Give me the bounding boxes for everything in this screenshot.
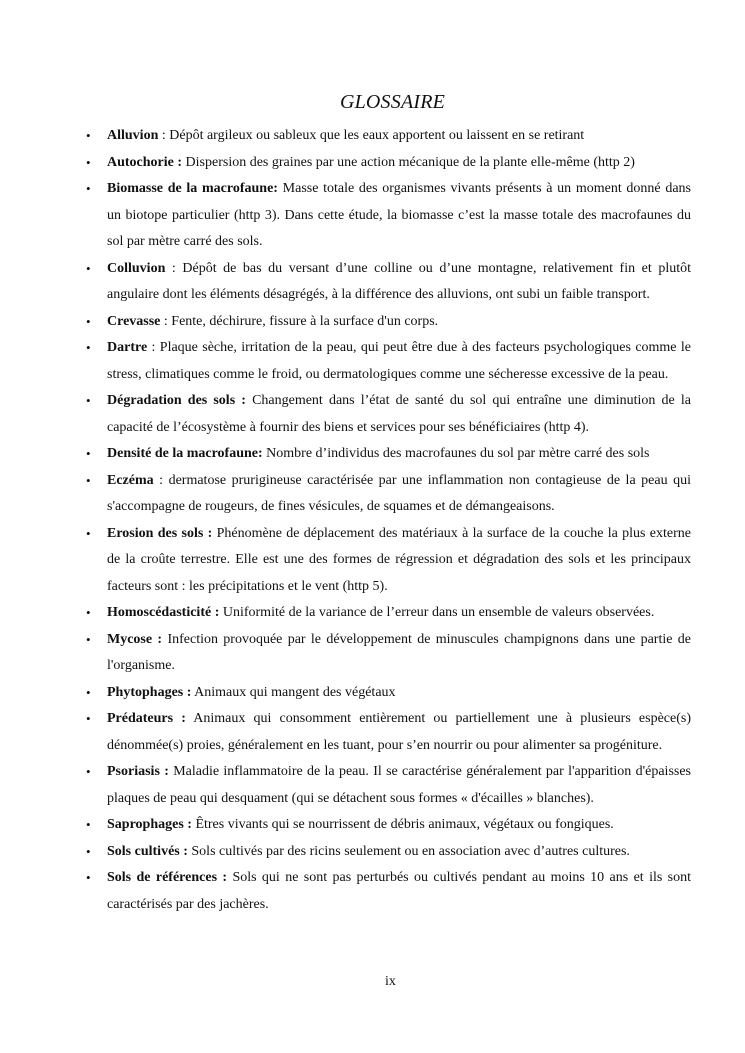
- glossary-term: Sols de références :: [107, 870, 228, 885]
- glossary-term: Dégradation des sols :: [107, 393, 246, 408]
- glossary-term: Eczéma: [107, 472, 154, 488]
- glossary-entry: [86, 123, 691, 150]
- glossary-entry: [86, 256, 691, 309]
- glossary-term: Dartre: [107, 340, 148, 355]
- glossary-entry: [86, 865, 692, 918]
- glossary-term: Biomasse de la macrofaune:: [107, 181, 278, 196]
- glossary-entry: [86, 812, 691, 839]
- bullet-icon: •: [86, 843, 91, 859]
- glossary-definition: Êtres vivants qui se nourrissent de débris animaux, végétaux ou fongiques.: [195, 817, 614, 832]
- bullet-icon: •: [86, 711, 91, 726]
- glossary-entry: [86, 309, 691, 336]
- bullet-icon: •: [86, 817, 91, 832]
- page-title: GLOSSAIRE: [339, 91, 446, 113]
- glossary-definition: Phénomène de déplacement des matériaux à la surface de la couche la plus externe de la croûte terrestre. Elle est une des formes de régression et dégradation des sols et les principaux facteurs sont : les précipitations et le vent (http 5).: [107, 525, 691, 594]
- term-separator: :: [153, 472, 169, 488]
- glossary-definition: Fente, déchirure, fissure à la surface d'un corps.: [171, 313, 439, 329]
- glossary-entry: [86, 441, 691, 468]
- glossary-definition: Masse totale des organismes vivants présents à un moment donné dans un biotope particulier (http 3). Dans cette étude, la biomasse c’est la masse totale des macrofaunes du sol par mètre carré des sols.: [107, 181, 691, 249]
- glossary-term: Autochorie :: [107, 154, 183, 170]
- glossary-term: Prédateurs :: [107, 711, 186, 726]
- glossary-list: [86, 123, 692, 918]
- bullet-icon: •: [86, 181, 91, 196]
- glossary-entry: [86, 521, 691, 601]
- glossary-definition: dermatose prurigineuse caractérisée par une inflammation non contagieuse de la peau qui s'accompagne de rougeurs, de fines vésicules, de squames et de démangeaisons.: [107, 472, 692, 514]
- glossary-definition: Uniformité de la variance de l’erreur dans un ensemble de valeurs observées.: [222, 605, 655, 620]
- glossary-term: Homoscédasticité :: [107, 605, 220, 620]
- bullet-icon: •: [86, 260, 91, 276]
- glossary-definition: Plaque sèche, irritation de la peau, qui peut être due à des facteurs psychologiques comme le stress, climatiques comme le froid, ou dermatologiques comme une sécheresse excessive de la peau.: [107, 340, 691, 382]
- glossary-term: Densité de la macrofaune:: [107, 446, 263, 461]
- bullet-icon: •: [86, 393, 91, 408]
- glossary-definition: Dispersion des graines par une action mécanique de la plante elle-même (http 2): [185, 154, 635, 170]
- glossary-entry: [86, 468, 692, 521]
- glossary-definition: Dépôt de bas du versant d’une colline ou d’une montagne, relativement fin et plutôt angulaire dont les éléments désagrégés, à la différence des alluvions, ont subi un faible transport.: [107, 260, 691, 302]
- bullet-icon: •: [86, 446, 91, 461]
- glossary-entry: [86, 759, 692, 812]
- glossary-entry: [86, 388, 691, 441]
- glossary-definition: Sols qui ne sont pas perturbés ou cultivés pendant au moins 10 ans et ils sont caractérisés par des jachères.: [107, 870, 692, 912]
- term-separator: :: [160, 313, 172, 329]
- glossary-entry: [86, 680, 691, 707]
- glossary-term: Mycose :: [107, 631, 163, 647]
- glossary-definition: Maladie inflammatoire de la peau. Il se caractérise généralement par l'apparition d'épaisses plaques de peau qui desquament (qui se détachent sous formes « d'écailles » blanches).: [107, 764, 692, 806]
- bullet-icon: •: [86, 128, 91, 143]
- glossary-entry: [86, 176, 691, 256]
- bullet-icon: •: [86, 525, 91, 541]
- glossary-term: Erosion des sols :: [107, 525, 213, 541]
- term-separator: :: [158, 128, 170, 143]
- glossary-definition: Animaux qui mangent des végétaux: [194, 684, 396, 700]
- bullet-icon: •: [86, 631, 91, 647]
- bullet-icon: •: [86, 605, 91, 620]
- glossary-term: Psoriasis :: [107, 764, 169, 779]
- glossary-definition: Dépôt argileux ou sableux que les eaux apportent ou laissent en se retirant: [169, 128, 585, 143]
- glossary-entry: [86, 839, 691, 866]
- bullet-icon: •: [86, 764, 91, 779]
- term-separator: :: [165, 260, 183, 276]
- glossary-entry: [86, 150, 691, 177]
- bullet-icon: •: [86, 313, 91, 329]
- page-number: ix: [385, 974, 396, 989]
- glossary-definition: Sols cultivés par des ricins seulement ou en association avec d’autres cultures.: [191, 843, 630, 859]
- glossary-entry: [86, 627, 692, 680]
- term-separator: :: [147, 340, 160, 355]
- glossary-entry: [86, 706, 691, 759]
- glossary-definition: Animaux qui consomment entièrement ou partiellement une à plusieurs espèce(s) dénommée(s) proies, généralement en les tuant, pour s’en nourrir ou pour alimenter sa progéniture.: [107, 711, 691, 753]
- glossary-definition: Nombre d’individus des macrofaunes du sol par mètre carré des sols: [266, 446, 650, 461]
- glossary-definition: Changement dans l’état de santé du sol qui entraîne une diminution de la capacité de l’écosystème à fournir des biens et services pour ses bénéficiaires (http 4).: [107, 393, 691, 435]
- glossary-entry: [86, 335, 691, 388]
- glossary-term: Colluvion: [107, 260, 166, 276]
- glossary-term: Sols cultivés :: [107, 843, 188, 859]
- glossary-term: Crevasse: [107, 313, 161, 329]
- bullet-icon: •: [86, 684, 91, 700]
- bullet-icon: •: [86, 472, 91, 488]
- glossary-term: Saprophages :: [107, 817, 192, 832]
- glossary-definition: Infection provoquée par le développement de minuscules champignons dans une partie de l'organisme.: [107, 631, 692, 673]
- glossary-term: Alluvion: [107, 128, 159, 143]
- bullet-icon: •: [86, 340, 91, 355]
- glossary-entry: [86, 600, 691, 627]
- glossary-term: Phytophages :: [107, 684, 192, 700]
- bullet-icon: •: [86, 154, 91, 170]
- bullet-icon: •: [86, 870, 91, 885]
